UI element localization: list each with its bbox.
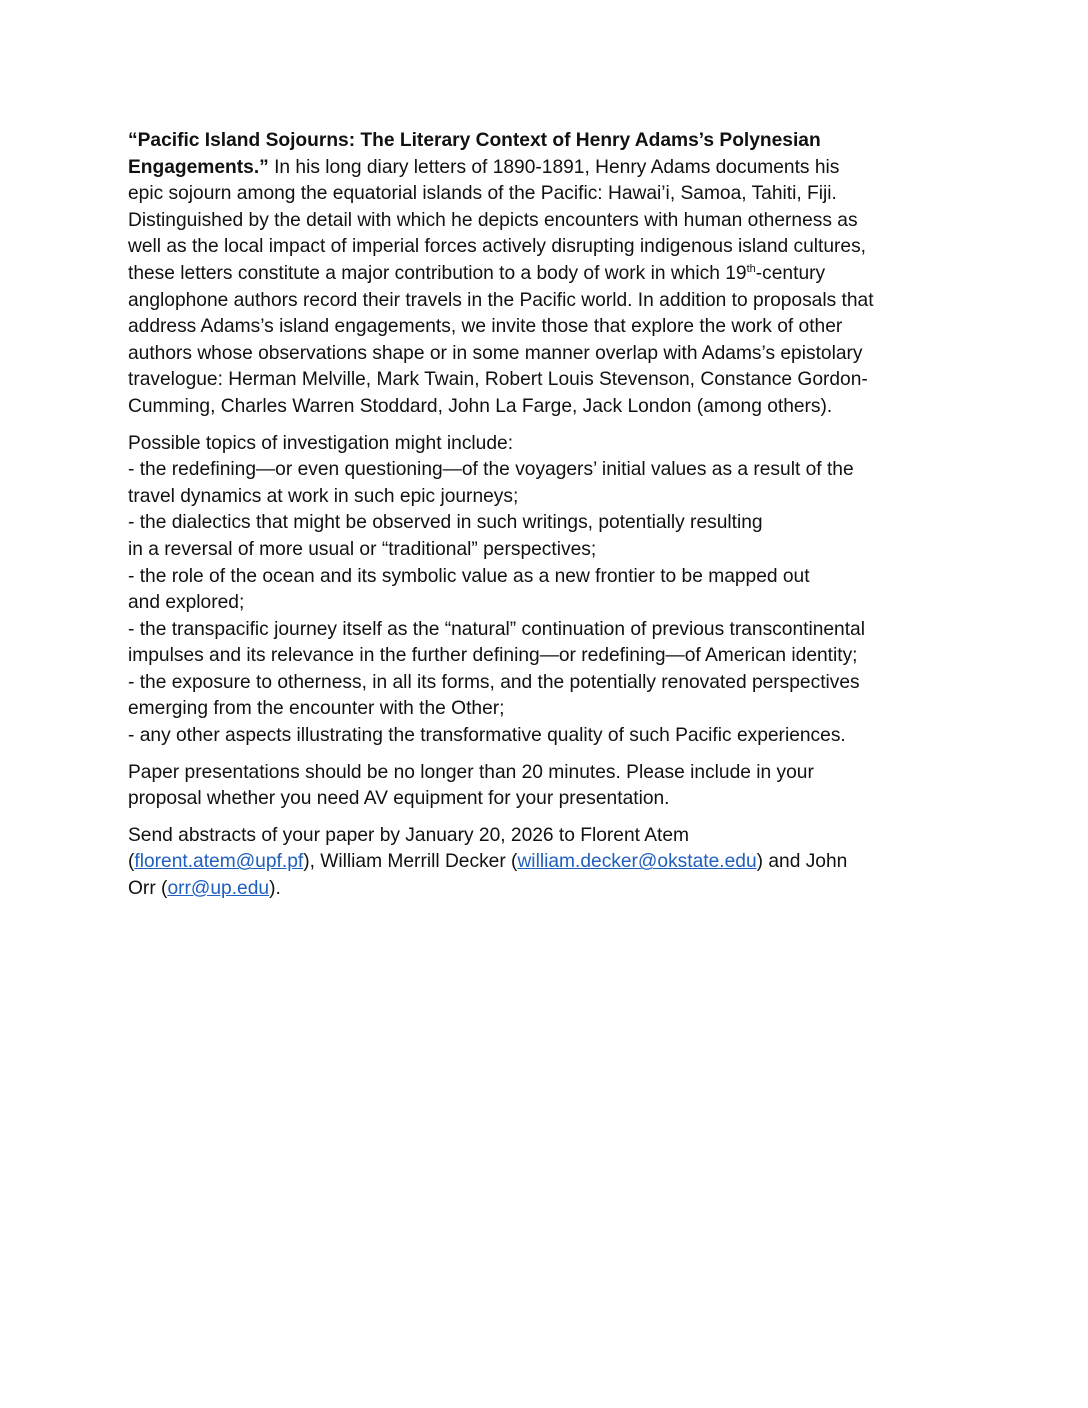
- topic-line: - any other aspects illustrating the transformative quality of such Pacific experiences.: [128, 725, 846, 747]
- topic-line: - the exposure to otherness, in all its forms, and the potentially renovated perspectives: [128, 671, 860, 693]
- topic-line: emerging from the encounter with the Other;: [128, 698, 505, 720]
- submission-line: Send abstracts of your paper by January 20, 2026 to Florent Atem: [128, 824, 690, 846]
- topic-line: and explored;: [128, 592, 245, 614]
- topic-line: - the role of the ocean and its symbolic value as a new frontier to be mapped out: [128, 565, 810, 587]
- email-link-william-decker[interactable]: william.decker@okstate.edu: [517, 851, 757, 873]
- topic-line: - the transpacific journey itself as the “natural” continuation of previous transcontinental: [128, 618, 865, 640]
- intro-text: -century: [755, 262, 826, 284]
- intro-line: epic sojourn among the equatorial islands of the Pacific: Hawai’i, Samoa, Tahiti, Fiji.: [128, 183, 837, 205]
- presentation-line: proposal whether you need AV equipment for your presentation.: [128, 788, 670, 810]
- topic-line: in a reversal of more usual or “traditional” perspectives;: [128, 538, 597, 560]
- superscript-th: th: [746, 262, 756, 275]
- topic-line: - the dialectics that might be observed in such writings, potentially resulting: [128, 512, 763, 534]
- submission-text: Orr (: [128, 878, 168, 900]
- topics-lead: Possible topics of investigation might include:: [128, 432, 514, 454]
- topic-line: - the redefining—or even questioning—of the voyagers’ initial values as a result of the: [128, 459, 854, 481]
- intro-line: travelogue: Herman Melville, Mark Twain, Robert Louis Stevenson, Constance Gordon-: [128, 369, 868, 391]
- paren-text: (: [128, 851, 135, 873]
- call-title: “Pacific Island Sojourns: The Literary Context of Henry Adams’s Polynesian: [128, 130, 821, 151]
- topic-line: impulses and its relevance in the further defining—or redefining—of American identity;: [128, 645, 858, 667]
- intro-line: anglophone authors record their travels in the Pacific world. In addition to proposals that: [128, 289, 874, 311]
- submission-text: ) and John: [756, 851, 848, 873]
- intro-line: Cumming, Charles Warren Stoddard, John La Farge, Jack London (among others).: [128, 395, 833, 417]
- document-page: [128, 128, 968, 913]
- intro-line: Distinguished by the detail with which he depicts encounters with human otherness as: [128, 209, 858, 231]
- presentation-paragraph: [128, 760, 968, 813]
- submission-text: ), William Merrill Decker (: [303, 851, 518, 873]
- intro-line: address Adams’s island engagements, we invite those that explore the work of other: [128, 316, 843, 338]
- intro-line: well as the local impact of imperial forces actively disrupting indigenous island cultures,: [128, 236, 867, 258]
- email-link-florent-atem[interactable]: florent.atem@upf.pf: [134, 851, 304, 873]
- intro-text: In his long diary letters of 1890-1891, Henry Adams documents his: [268, 156, 840, 178]
- call-title-continued: Engagements.”: [128, 156, 269, 178]
- submission-text: ).: [269, 878, 281, 900]
- topic-line: travel dynamics at work in such epic journeys;: [128, 485, 519, 507]
- topics-paragraph: [128, 431, 968, 750]
- intro-paragraph: [128, 128, 968, 421]
- submission-paragraph: [128, 823, 968, 903]
- presentation-line: Paper presentations should be no longer than 20 minutes. Please include in your: [128, 761, 814, 783]
- email-link-john-orr[interactable]: orr@up.edu: [167, 878, 270, 900]
- intro-text: these letters constitute a major contribution to a body of work in which 19: [128, 262, 747, 284]
- intro-line: authors whose observations shape or in some manner overlap with Adams’s epistolary: [128, 342, 863, 364]
